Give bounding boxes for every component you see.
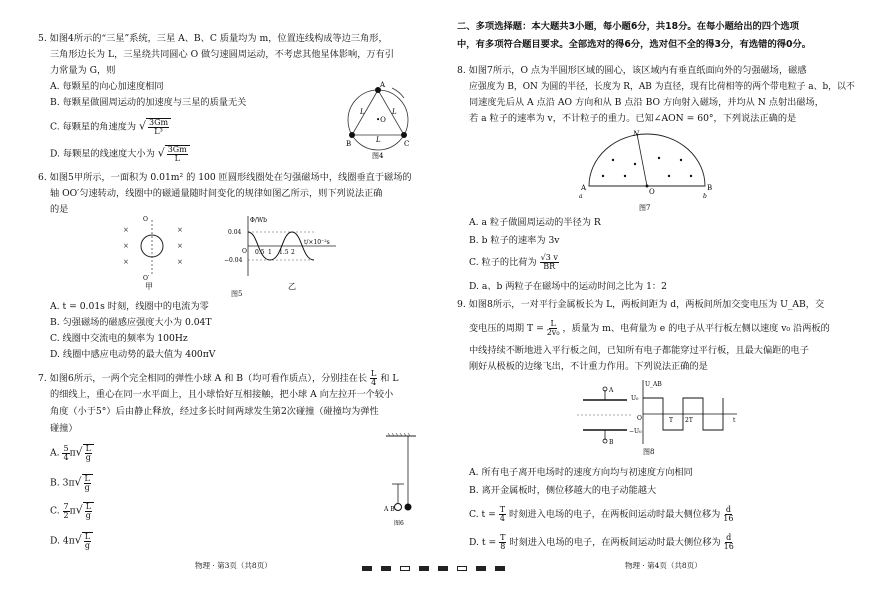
q5-option-c: C. 每颗星的角速度为 √ $\frac{3Gm}{\text{L³}}$ bbox=[50, 118, 171, 136]
q5-stem-line1: 5. 如图4所示的“三星”系统，三星 A、B、C 质量均为 m，位置连线构成等边三角形， bbox=[38, 33, 388, 44]
q8-option-d: D. a、b 两粒子在磁场中的运动时间之比为 1：2 bbox=[469, 281, 667, 292]
q7-stem-line1: 7. 如图6所示，一两个完全相同的弹性小球 A 和 B（均可看作质点），分别挂在长 $\frac{L}{4}$ 和 L bbox=[38, 369, 399, 387]
svg-text:A B: A B bbox=[384, 506, 395, 513]
svg-text:×: × bbox=[177, 258, 183, 266]
q9-stem-line1: 9. 如图8所示，一对平行金属板长为 L，两板间距为 d，两板间所加交变电压为 U_AB，交 bbox=[457, 299, 825, 310]
q6-option-b: B. 匀强磁场的磁感应强度大小为 0.04T bbox=[50, 317, 212, 328]
q7-stem-line2: 的细线上，重心在同一水平面上，且小球恰好互相接触，把小球 A 向左拉开一个较小 bbox=[50, 389, 394, 400]
svg-text:×: × bbox=[123, 226, 129, 234]
figure-5-yi-flux-graph bbox=[224, 214, 342, 290]
q5-option-d: D. 每颗星的线速度大小为 √ $\frac{3Gm}{L}$ bbox=[50, 145, 190, 163]
right-footer: 物理 · 第4页（共8页） bbox=[625, 561, 702, 570]
svg-text:1: 1 bbox=[268, 249, 272, 256]
svg-text:2: 2 bbox=[291, 249, 295, 256]
q6-option-a: A. t = 0.01s 时刻，线圈中的电流为零 bbox=[50, 301, 209, 312]
q5-stem-line3: 力常量为 G，则 bbox=[50, 65, 116, 76]
svg-text:×: × bbox=[177, 226, 183, 234]
q9-option-b: B. 离开金属板时，侧位移越大的电子动能越大 bbox=[469, 485, 657, 496]
svg-text:L: L bbox=[392, 108, 397, 116]
q6-stem-line2: 轴 OO′匀速转动，线圈中的磁通量随时间变化的规律如图乙所示，则下列说法正确 bbox=[50, 188, 383, 199]
svg-text:−U₀: −U₀ bbox=[629, 428, 642, 435]
svg-text:A: A bbox=[581, 184, 587, 192]
section-heading-line2: 中，有多项符合题目要求。全部选对的得6分，选对但不全的得3分，有选错的得0分。 bbox=[457, 39, 812, 50]
svg-text:甲: 甲 bbox=[145, 282, 153, 290]
svg-text:1.5: 1.5 bbox=[279, 249, 289, 256]
q7-option-d: D. 4π√ $\frac{L}{g}$ bbox=[50, 532, 93, 550]
svg-text:0.04: 0.04 bbox=[228, 229, 242, 236]
svg-text:×: × bbox=[123, 258, 129, 266]
svg-text:图8: 图8 bbox=[643, 448, 655, 456]
svg-text:t: t bbox=[733, 417, 736, 424]
svg-text:L: L bbox=[360, 108, 365, 116]
q7-stem-line3: 角度（小于5°）后由静止释放，经过多长时间两球发生第2次碰撞（碰撞均为弹性 bbox=[50, 406, 379, 417]
svg-text:图4: 图4 bbox=[372, 152, 384, 160]
q7-stem-line4: 碰撞） bbox=[50, 423, 78, 434]
svg-text:a: a bbox=[579, 193, 583, 200]
svg-text:2T: 2T bbox=[685, 417, 693, 424]
q9-option-c: C. t = $\frac{T}{4}$ 时刻进入电场的电子，在两板间运动时最大侧位移为 $\frac{d}{16}$ bbox=[469, 505, 734, 523]
figure-6-pendulums bbox=[380, 432, 422, 528]
figure-8-voltage-graph bbox=[629, 378, 741, 458]
svg-text:B: B bbox=[346, 140, 352, 148]
q9-stem-line2: 变电压的周期 T = $\frac{L}{\text{2v₀}}$ ，质量为 m、电荷量为 e 的电子从平行板左侧以速度 v₀ 沿两板的 bbox=[469, 319, 830, 337]
svg-text:×: × bbox=[123, 242, 129, 250]
svg-text:O: O bbox=[649, 188, 655, 196]
q8-stem-line3: 同速度先后从 A 点沿 AO 方向和从 B 点沿 BO 方向射入磁场，并均从 N 点射出磁场， bbox=[469, 97, 824, 108]
svg-text:Φ/Wb: Φ/Wb bbox=[250, 217, 267, 224]
q9-stem-line4: 刚好从极板的边缘飞出，不计重力作用。下列说法正确的是 bbox=[469, 361, 708, 372]
svg-text:O: O bbox=[143, 216, 148, 223]
right-page bbox=[435, 0, 870, 598]
figure-5-jia-coil bbox=[115, 214, 195, 290]
q9-stem-line3: 中线持续不断地进入平行板之间，已知所有电子都能穿过平行板，且最大偏距的电子 bbox=[469, 345, 809, 356]
figure-7-semicircle-field bbox=[577, 128, 713, 212]
q5-option-a: A. 每颗星的向心加速度相同 bbox=[50, 81, 164, 92]
q6-stem-line1: 6. 如图5甲所示，一面积为 0.01m² 的 100 匝圆形线圈处在匀强磁场中，线圈垂直于磁场的 bbox=[38, 172, 412, 183]
svg-text:t/×10⁻²s: t/×10⁻²s bbox=[304, 239, 330, 246]
svg-text:C: C bbox=[404, 140, 410, 148]
q8-stem-line2: 应强度为 B，ON 为圆的半径，长度为 R，AB 为直径，现有比荷相等的两个带电粒子 a、b，以不 bbox=[469, 82, 855, 92]
q6-stem-line3: 的是 bbox=[50, 204, 69, 215]
svg-text:×: × bbox=[177, 242, 183, 250]
svg-text:N: N bbox=[633, 130, 640, 138]
svg-text:A: A bbox=[609, 387, 614, 394]
svg-text:O′: O′ bbox=[143, 275, 150, 282]
svg-text:−0.04: −0.04 bbox=[224, 257, 243, 264]
q7-option-c: C. $\frac{7}{2}$ π√ $\frac{L}{g}$ bbox=[50, 502, 94, 520]
q8-option-c: C. 粒子的比荷为 $\frac{√3 v}{BR}$ bbox=[469, 253, 558, 271]
svg-text:乙: 乙 bbox=[288, 282, 296, 290]
q5-stem-line2: 三角形边长为 L，三星绕共同圆心 O 做匀速圆周运动，不考虑其他星体影响，万有引 bbox=[50, 49, 394, 60]
section-heading-line1: 二、多项选择题：本大题共3小题，每小题6分，共18分。在每小题给出的四个选项 bbox=[457, 21, 799, 32]
q5-option-b: B. 每颗星做圆周运动的加速度与三星的质量无关 bbox=[50, 97, 247, 108]
svg-text:B: B bbox=[609, 439, 614, 446]
svg-text:A: A bbox=[380, 81, 386, 89]
q7-option-b: B. 3π√ $\frac{L}{g}$ bbox=[50, 474, 93, 492]
q8-stem-line1: 8. 如图7所示，O 点为半圆形区域的圆心，该区域内有垂直纸面向外的匀强磁场，磁感 bbox=[457, 65, 807, 76]
q8-option-b: B. b 粒子的速率为 3v bbox=[469, 235, 560, 246]
q6-option-d: D. 线圈中感应电动势的最大值为 400πV bbox=[50, 349, 216, 360]
q9-option-a: A. 所有电子离开电场时的速度方向均与初速度方向相同 bbox=[469, 467, 693, 478]
q9-option-d: D. t = $\frac{T}{8}$ 时刻进入电场的电子，在两板间运动时最大侧位移为 $\frac{d}{16}$ bbox=[469, 533, 734, 551]
svg-text:B: B bbox=[707, 184, 713, 192]
q8-stem-line4: 若 a 粒子的速率为 v，不计粒子的重力。已知∠AON = 60°，下列说法正确的是 bbox=[469, 113, 797, 124]
svg-text:U₀: U₀ bbox=[631, 395, 639, 402]
left-footer: 物理 · 第3页（共8页） bbox=[195, 561, 272, 570]
svg-text:T: T bbox=[669, 417, 674, 424]
svg-text:•O: •O bbox=[376, 116, 386, 124]
q6-option-c: C. 线圈中交流电的频率为 100Hz bbox=[50, 333, 188, 344]
svg-text:b: b bbox=[703, 193, 707, 200]
figure-5-caption: 图5 bbox=[231, 290, 243, 298]
figure-4-three-star bbox=[340, 76, 420, 160]
svg-text:O: O bbox=[637, 415, 642, 422]
q8-option-a: A. a 粒子做圆周运动的半径为 R bbox=[469, 217, 601, 228]
svg-text:L: L bbox=[376, 136, 381, 144]
svg-text:U_AB: U_AB bbox=[645, 381, 662, 388]
svg-text:图7: 图7 bbox=[639, 204, 651, 212]
q7-option-a: A. $\frac{5}{4}$ π√ $\frac{L}{g}$ bbox=[50, 444, 94, 462]
svg-text:O: O bbox=[242, 248, 247, 255]
svg-text:0.5: 0.5 bbox=[255, 249, 265, 256]
svg-text:图6: 图6 bbox=[394, 520, 404, 527]
